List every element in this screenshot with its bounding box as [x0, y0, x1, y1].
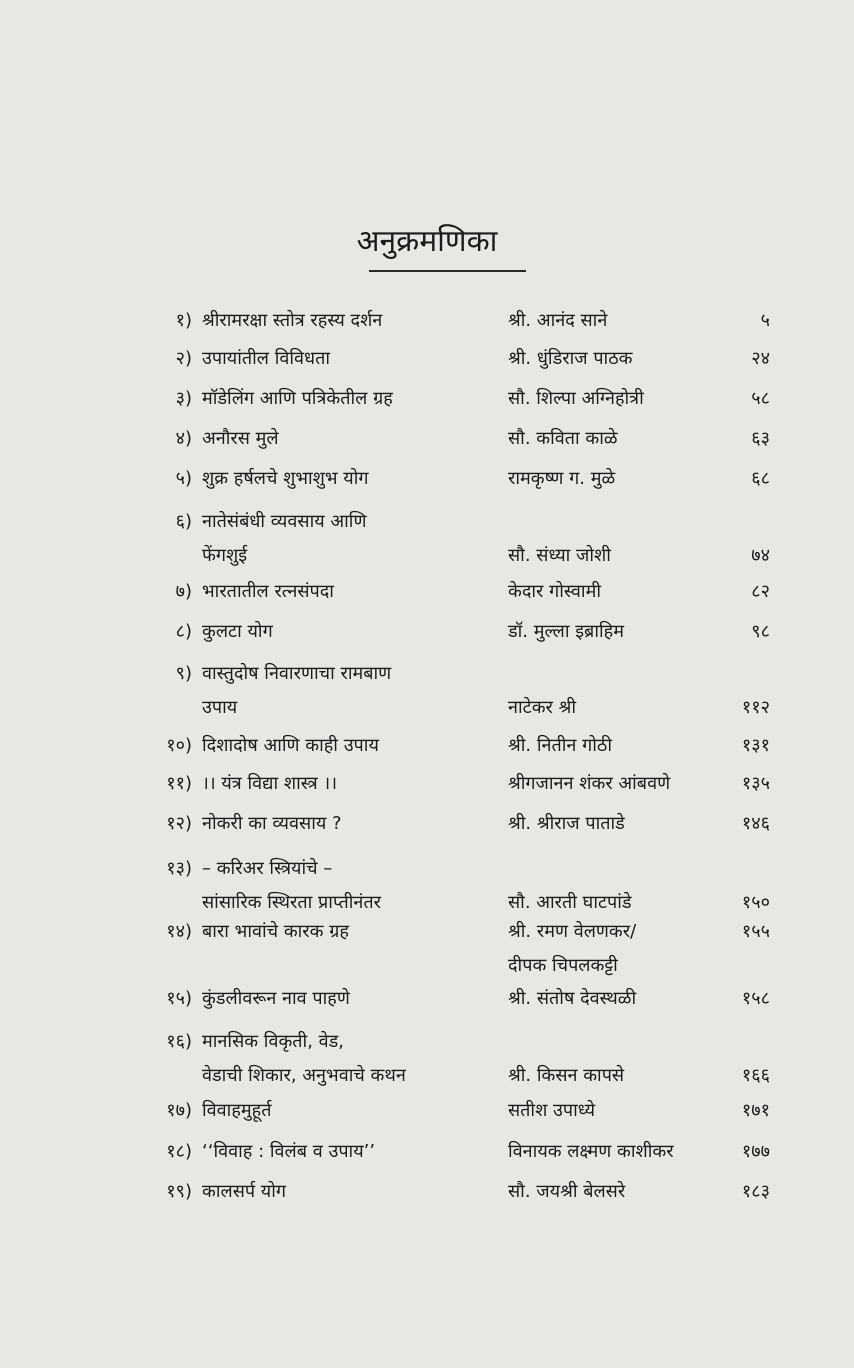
entry-number: १५) [166, 988, 192, 1009]
entry-topic: ‘‘विवाह : विलंब व उपाय’’ [202, 1141, 376, 1162]
entry-author: सौ. आरती घाटपांडे [508, 892, 632, 913]
entry-author: सतीश उपाध्ये [508, 1100, 596, 1121]
entry-topic: मानसिक विकृती, वेड, [202, 1031, 345, 1052]
entry-topic: बारा भावांचे कारक ग्रह [202, 921, 349, 942]
entry-author: दीपक चिपलकट्टी [508, 955, 618, 976]
entry-topic: वेडाची शिकार, अनुभवाचे कथन [202, 1065, 406, 1086]
entry-author: सौ. जयश्री बेलसरे [508, 1181, 626, 1202]
entry-author: श्री. श्रीराज पाताडे [508, 813, 625, 834]
entry-page-number: ५८ [751, 388, 770, 409]
entry-number: २) [175, 348, 192, 369]
entry-page-number: १३५ [741, 773, 770, 794]
entry-page-number: १७१ [741, 1100, 770, 1121]
entry-page-number: ११२ [741, 697, 770, 718]
entry-topic: दिशादोष आणि काही उपाय [202, 735, 379, 756]
entry-topic: विवाहमुहूर्त [202, 1100, 272, 1121]
entry-topic: उपायांतील विविधता [202, 348, 331, 369]
entry-topic: कालसर्प योग [202, 1181, 287, 1202]
entry-number: ८) [175, 621, 192, 642]
entry-topic: उपाय [202, 697, 238, 718]
entry-number: १६) [166, 1031, 192, 1052]
entry-topic: – करिअर स्त्रियांचे – [202, 858, 333, 879]
entry-topic: नोकरी का व्यवसाय ? [202, 813, 342, 834]
entry-page-number: १७७ [741, 1141, 770, 1162]
entry-number: ४) [175, 428, 192, 449]
entry-topic: अनौरस मुले [202, 428, 279, 449]
entry-number: ७) [175, 581, 192, 602]
title-underline [369, 270, 526, 272]
entry-page-number: १६६ [741, 1065, 770, 1086]
entry-topic: मॉडेलिंग आणि पत्रिकेतील ग्रह [202, 388, 393, 409]
entry-number: ६) [175, 511, 192, 532]
entry-page-number: १५५ [741, 921, 770, 942]
entry-number: १३) [166, 858, 192, 879]
entry-author: श्रीगजानन शंकर आंबवणे [508, 773, 671, 794]
entry-topic: नातेसंबंधी व्यवसाय आणि [202, 511, 367, 532]
entry-topic: कुलटा योग [202, 621, 273, 642]
entry-author: रामकृष्ण ग. मुळे [508, 468, 616, 489]
entry-author: विनायक लक्ष्मण काशीकर [508, 1141, 674, 1162]
entry-topic: वास्तुदोष निवारणाचा रामबाण [202, 663, 392, 684]
entry-topic: कुंडलीवरून नाव पाहणे [202, 988, 350, 1009]
entry-author: सौ. संध्या जोशी [508, 545, 611, 566]
entry-topic: सांसारिक स्थिरता प्राप्तीनंतर [202, 892, 382, 913]
entry-page-number: ८२ [751, 581, 770, 602]
entry-number: १२) [166, 813, 192, 834]
entry-author: सौ. कविता काळे [508, 428, 618, 449]
entry-number: ११) [166, 773, 192, 794]
entry-page-number: ७४ [751, 545, 770, 566]
entry-number: १८) [166, 1141, 192, 1162]
entry-topic: शुक्र हर्षलचे शुभाशुभ योग [202, 468, 369, 489]
entry-number: ५) [175, 468, 192, 489]
entry-topic: श्रीरामरक्षा स्तोत्र रहस्य दर्शन [202, 310, 383, 331]
entry-author: डॉ. मुल्ला इब्राहिम [508, 621, 624, 642]
entry-author: श्री. किसन कापसे [508, 1065, 625, 1086]
entry-author: केदार गोस्वामी [508, 581, 602, 602]
entry-page-number: १४६ [741, 813, 770, 834]
entry-topic: फेंगशुई [202, 545, 248, 566]
entry-author: श्री. नितीन गोठी [508, 735, 613, 756]
page-title: अनुक्रमणिका [356, 224, 498, 259]
entry-page-number: १५८ [741, 988, 770, 1009]
entry-author: श्री. रमण वेलणकर/ [508, 921, 637, 942]
entry-topic: ।। यंत्र विद्या शास्त्र ।। [202, 773, 338, 794]
entry-number: १०) [166, 735, 192, 756]
entry-page-number: ६३ [751, 428, 770, 449]
entry-page-number: १५० [741, 892, 770, 913]
entry-author: सौ. शिल्पा अग्निहोत्री [508, 388, 644, 409]
entry-number: ३) [175, 388, 192, 409]
entry-author: श्री. आनंद साने [508, 310, 608, 331]
entry-page-number: ६८ [751, 468, 770, 489]
entry-number: १) [175, 310, 192, 331]
entry-page-number: १३१ [741, 735, 770, 756]
entry-author: श्री. संतोष देवस्थळी [508, 988, 637, 1009]
entry-page-number: ९८ [751, 621, 770, 642]
entry-topic: भारतातील रत्नसंपदा [202, 581, 334, 602]
entry-number: १४) [166, 921, 192, 942]
entry-number: १७) [166, 1100, 192, 1121]
entry-author: श्री. धुंडिराज पाठक [508, 348, 633, 369]
entry-page-number: १८३ [741, 1181, 770, 1202]
entry-number: ९) [175, 663, 192, 684]
entry-author: नाटेकर श्री [508, 697, 577, 718]
entry-number: १९) [166, 1181, 192, 1202]
entry-page-number: २४ [751, 348, 770, 369]
entry-page-number: ५ [760, 310, 770, 331]
